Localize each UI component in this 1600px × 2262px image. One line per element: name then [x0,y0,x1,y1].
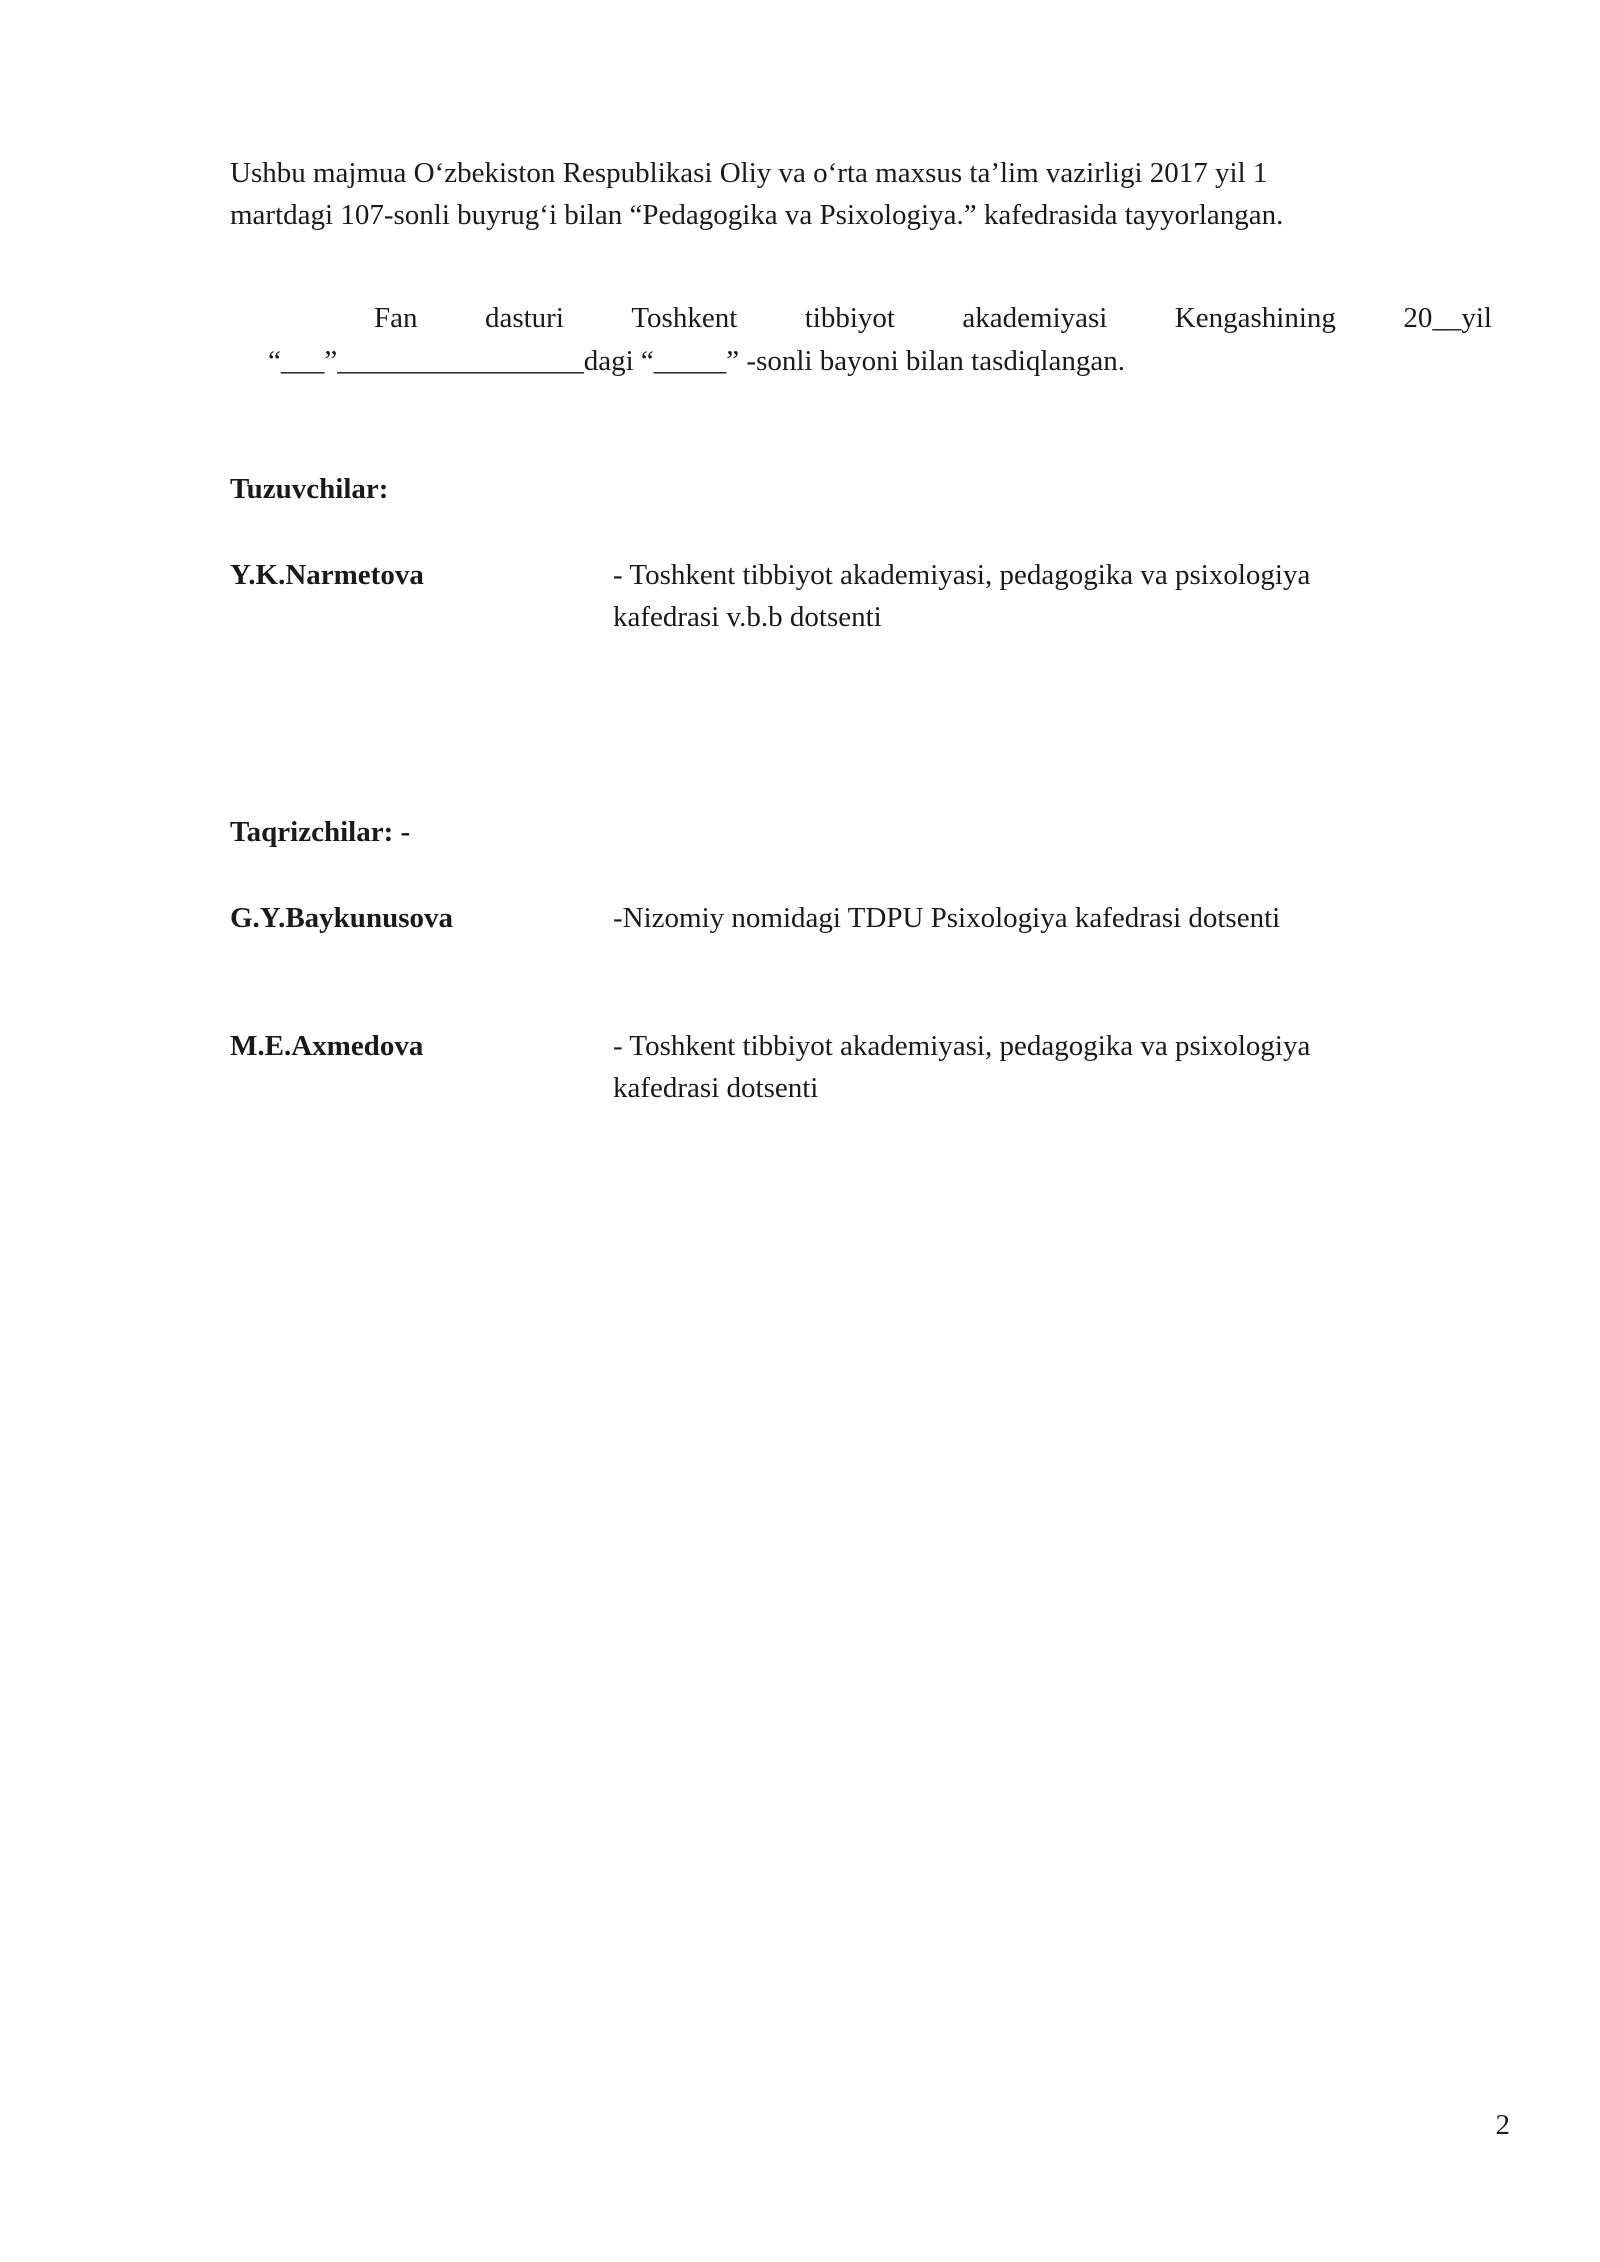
approval-word: tibbiyot [804,302,895,334]
reviewer-role [613,897,1493,939]
intro-paragraph [230,152,1490,236]
intro-line-2: martdagi 107-sonli buyrug‘i bilan “Pedagogika va Psixologiya.” kafedrasida tayyorlangan. [230,199,1284,231]
compiler-role [613,554,1493,638]
compiler-name: Y.K.Narmetova [230,559,424,591]
approval-line-2: “___”_________________dagi “_____” -sonli bayoni bilan tasdiqlangan. [268,345,1125,377]
role-line: -Nizomiy nomidagi TDPU Psixologiya kafedrasi dotsenti [613,902,1281,934]
role-line: kafedrasi dotsenti [613,1072,819,1104]
reviewer-role [613,1025,1493,1109]
page-number: 2 [1495,2109,1510,2141]
approval-line-1 [230,297,1492,339]
approval-word: Toshkent [631,302,738,334]
approval-word: akademiyasi [962,302,1108,334]
approval-word: Kengashining [1174,302,1336,334]
approval-word: dasturi [484,302,564,334]
compilers-heading: Tuzuvchilar: [230,473,389,505]
role-line: - Toshkent tibbiyot akademiyasi, pedagogika va psixologiya [613,1030,1311,1062]
reviewer-name: G.Y.Baykunusova [230,902,453,934]
role-line: kafedrasi v.b.b dotsenti [613,601,882,633]
reviewer-name: M.E.Axmedova [230,1030,424,1062]
intro-line-1: Ushbu majmua O‘zbekiston Respublikasi Oliy va o‘rta maxsus ta’lim vazirligi 2017 yil 1 [230,157,1268,189]
approval-word: Fan [374,302,418,334]
approval-word: 20__yil [1403,302,1492,334]
reviewers-heading: Taqrizchilar: - [230,816,411,848]
role-line: - Toshkent tibbiyot akademiyasi, pedagogika va psixologiya [613,559,1311,591]
